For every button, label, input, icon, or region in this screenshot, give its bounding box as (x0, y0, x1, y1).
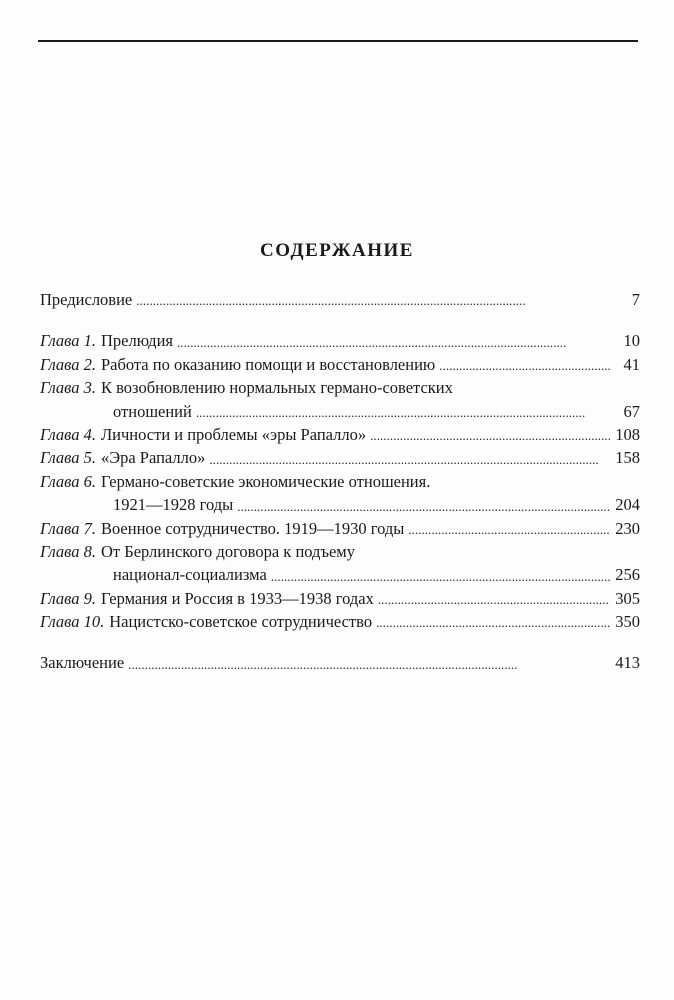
entry-title: Личности и проблемы «эры Рапалло» (100, 424, 367, 444)
toc-entry-chapter-3[interactable] (40, 376, 640, 423)
entry-title-line-2: национал-социализма (113, 565, 267, 585)
page-number: 305 (615, 588, 640, 608)
toc-entry-chapter-4[interactable] (40, 423, 640, 446)
toc-entry-chapter-8[interactable] (40, 540, 640, 587)
entry-title-line-1: К возобновлению нормальных германо-советских (100, 378, 453, 398)
page-number: 158 (615, 448, 640, 468)
leader-dots (128, 651, 610, 674)
toc-entry-chapter-1[interactable] (40, 329, 640, 352)
leader-dots (378, 587, 610, 610)
page-number: 67 (623, 401, 640, 421)
chapter-label: Глава 9. (40, 588, 96, 608)
chapter-label: Глава 6. (40, 471, 96, 491)
toc-entry-preface[interactable] (40, 288, 640, 311)
entry-title: Заключение (40, 653, 125, 673)
chapter-label: Глава 8. (40, 541, 96, 561)
page-number: 350 (615, 612, 640, 632)
page-number: 413 (615, 653, 640, 673)
chapter-label: Глава 3. (40, 378, 96, 398)
leader-dots (196, 400, 610, 423)
entry-title: Военное сотрудничество. 1919—1930 годы (100, 518, 405, 538)
leader-dots (136, 288, 610, 311)
page-number: 10 (623, 331, 640, 351)
toc-entry-conclusion[interactable] (40, 651, 640, 674)
toc-entry-chapter-9[interactable] (40, 587, 640, 610)
entry-title-line-2: 1921—1928 годы (113, 495, 234, 515)
chapter-label: Глава 5. (40, 448, 96, 468)
leader-dots (237, 493, 610, 516)
page-number: 41 (623, 354, 640, 374)
entry-title: Предисловие (40, 289, 133, 309)
table-of-contents (40, 288, 640, 675)
entry-title: Нацистско-советское сотрудничество (109, 612, 373, 632)
entry-title: Работа по оказанию помощи и восстановлению (100, 354, 436, 374)
entry-title-line-1: От Берлинского договора к подъему (100, 541, 355, 561)
leader-dots (271, 563, 610, 586)
leader-dots (370, 423, 610, 446)
chapter-label: Глава 2. (40, 354, 96, 374)
toc-entry-chapter-7[interactable] (40, 517, 640, 540)
leader-dots (209, 446, 610, 469)
page-title: СОДЕРЖАНИЕ (260, 240, 414, 261)
toc-entry-chapter-5[interactable] (40, 446, 640, 469)
page-number: 204 (615, 495, 640, 515)
toc-entry-chapter-10[interactable] (40, 610, 640, 633)
page-number: 230 (615, 518, 640, 538)
entry-title: «Эра Рапалло» (100, 448, 206, 468)
leader-dots (439, 353, 610, 376)
leader-dots (408, 517, 610, 540)
entry-title: Германия и Россия в 1933—1938 годах (100, 588, 374, 608)
chapter-label: Глава 7. (40, 518, 96, 538)
page-number: 7 (631, 289, 640, 309)
entry-title-line-2: отношений (113, 401, 192, 421)
toc-entry-chapter-6[interactable] (40, 470, 640, 517)
top-rule (38, 40, 638, 42)
toc-entry-chapter-2[interactable] (40, 353, 640, 376)
entry-title: Прелюдия (100, 331, 173, 351)
chapter-label: Глава 4. (40, 424, 96, 444)
chapter-label: Глава 10. (40, 612, 105, 632)
page-number: 108 (615, 424, 640, 444)
leader-dots (376, 610, 610, 633)
leader-dots (177, 329, 610, 352)
entry-title-line-1: Германо-советские экономические отношения. (100, 471, 431, 491)
page-number: 256 (615, 565, 640, 585)
chapter-label: Глава 1. (40, 331, 96, 351)
